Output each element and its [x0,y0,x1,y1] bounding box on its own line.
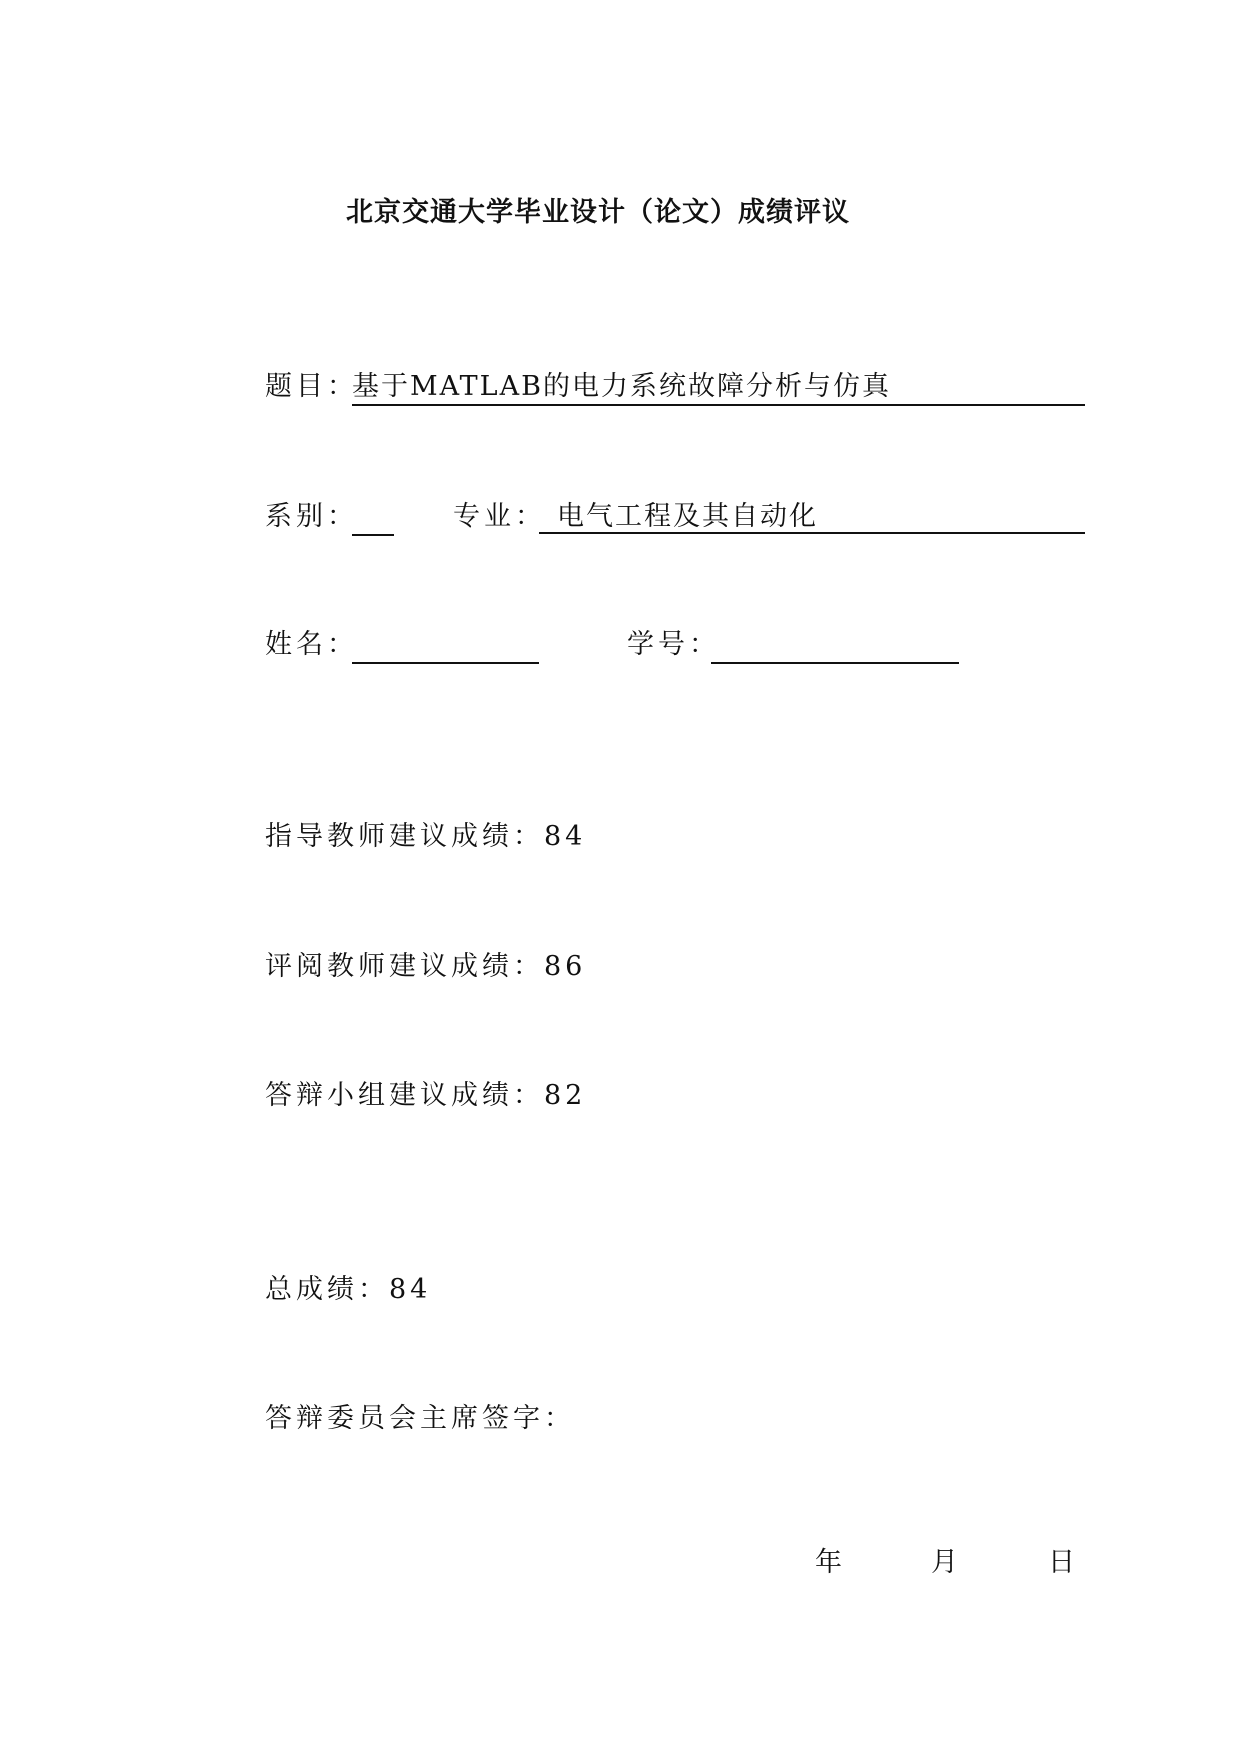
reviewer-grade-label: 评阅教师建议成绩： [265,951,544,982]
reviewer-grade-value: 86 [544,951,587,982]
chair-signature-row [265,1402,575,1436]
date-year: 年 [815,1547,842,1578]
advisor-grade-row [265,820,586,854]
page-title: 北京交通大学毕业设计（论文）成绩评议 [346,197,850,228]
topic-field[interactable] [352,370,1085,406]
department-field[interactable] [352,500,394,536]
name-field[interactable] [352,628,539,664]
major-label: 专业： [453,501,546,532]
advisor-grade-value: 84 [544,821,587,852]
defense-grade-value: 82 [544,1080,587,1111]
major-field[interactable] [539,500,1085,534]
defense-grade-row [265,1079,586,1113]
total-grade-value: 84 [389,1274,432,1305]
department-label: 系别： [265,501,358,532]
name-id-row [265,628,1085,664]
defense-grade-label: 答辩小组建议成绩： [265,1080,544,1111]
topic-row [265,370,1085,406]
topic-label: 题目： [265,371,358,402]
student-id-label: 学号： [627,629,720,660]
date-month: 月 [931,1547,958,1578]
reviewer-grade-row [265,950,586,984]
date-day: 日 [1048,1547,1075,1578]
student-id-field[interactable] [711,628,959,664]
topic-value: 基于MATLAB的电力系统故障分析与仿真 [352,371,891,402]
advisor-grade-label: 指导教师建议成绩： [265,821,544,852]
major-value: 电气工程及其自动化 [557,501,818,532]
department-major-row [265,500,1085,536]
total-grade-label: 总成绩： [265,1274,389,1305]
name-label: 姓名： [265,629,358,660]
total-grade-row [265,1273,431,1307]
chair-signature-label: 答辩委员会主席签字： [265,1403,575,1434]
